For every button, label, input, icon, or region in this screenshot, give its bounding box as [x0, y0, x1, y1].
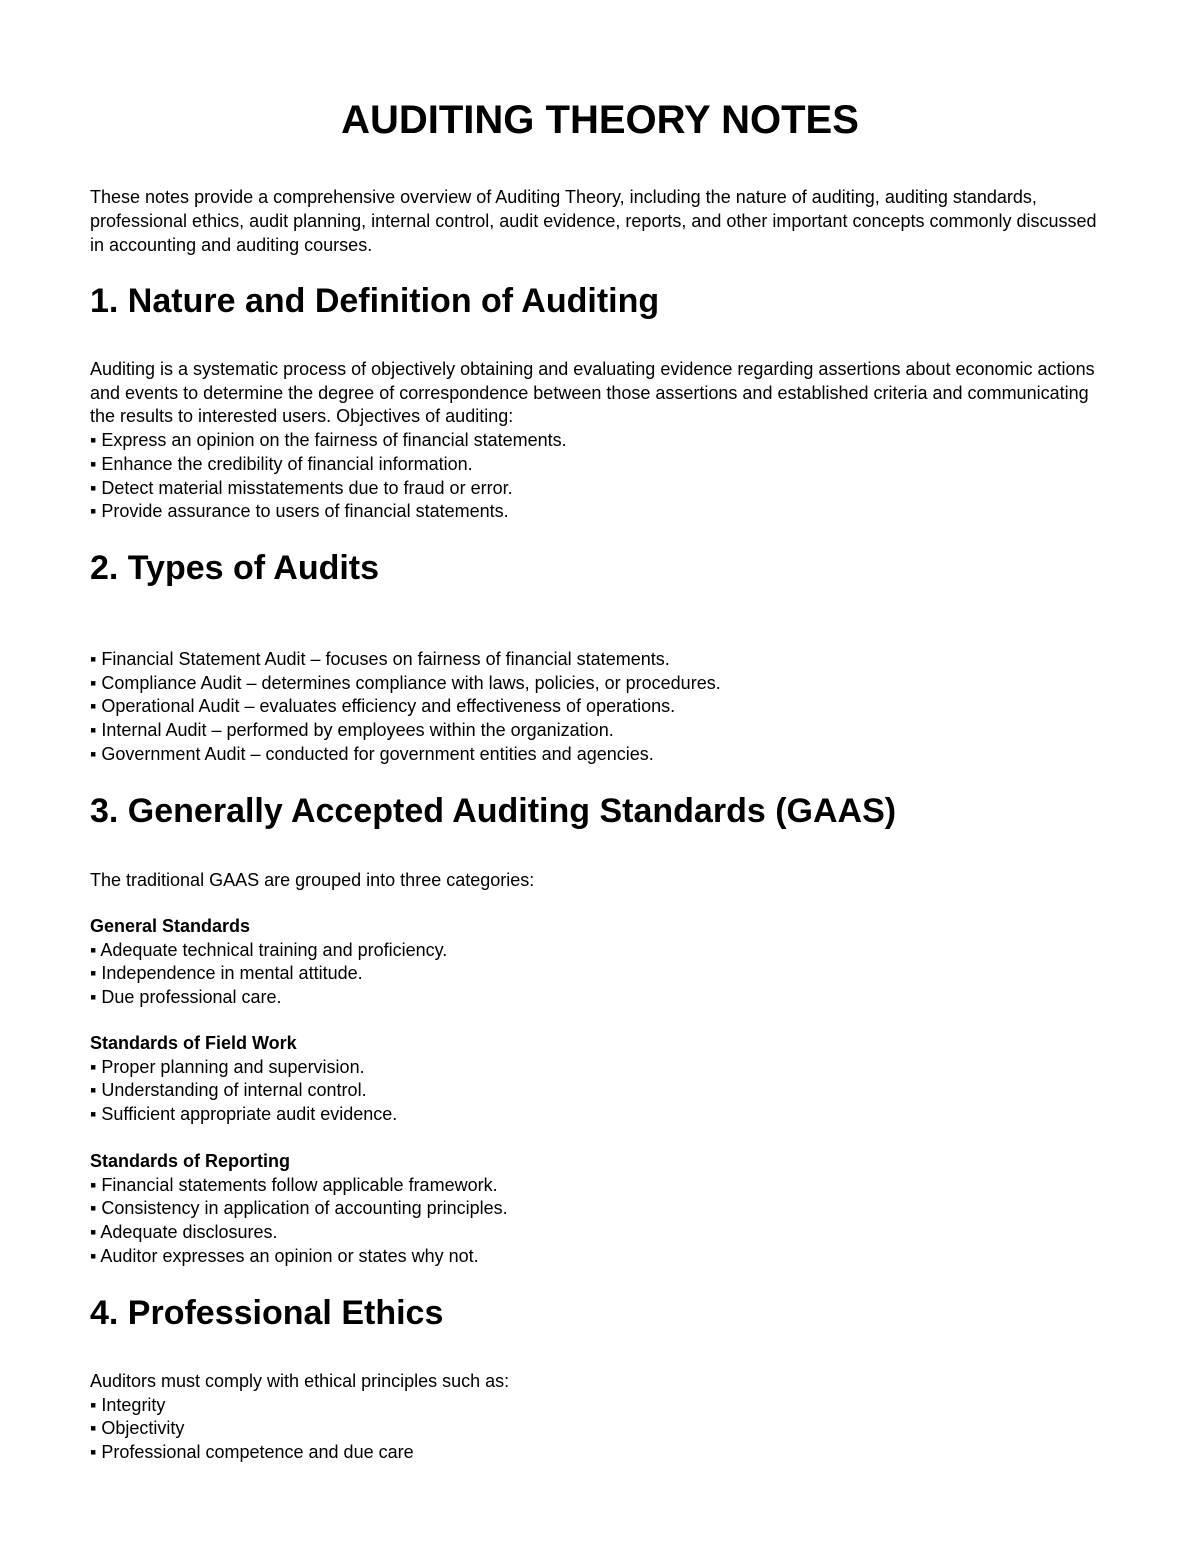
bullet-icon: ▪	[90, 1056, 97, 1077]
bullet-icon: ▪	[90, 1104, 97, 1125]
list-item: ▪ Due professional care.	[90, 987, 282, 1008]
intro-paragraph: These notes provide a comprehensive overview of Auditing Theory, including the nature of auditing, auditing standards, professional ethics, audit planning, internal control, audit evidence, reports, and other important concepts commonly discussed in accounting and auditing courses.	[90, 187, 1097, 255]
list-item: ▪ Financial Statement Audit – focuses on fairness of financial statements.	[90, 649, 670, 669]
section-3-paragraph: The traditional GAAS are grouped into three categories:	[90, 870, 535, 890]
reporting-list	[90, 1174, 1110, 1269]
bullet-icon: ▪	[90, 963, 97, 984]
list-item: ▪ Objectivity	[90, 1418, 185, 1439]
field-work-subheading: Standards of Field Work	[90, 1033, 297, 1053]
list-item: ▪ Detect material misstatements due to fraud or error.	[90, 477, 513, 498]
general-standards-list	[90, 939, 1110, 1010]
list-item: ▪ Integrity	[90, 1394, 166, 1415]
field-work-standards-group	[90, 1032, 1110, 1127]
list-item: ▪ Provide assurance to users of financial statements.	[90, 501, 509, 522]
section-1-heading: 1. Nature and Definition of Auditing	[90, 282, 660, 320]
section-2-list	[90, 648, 1110, 767]
bullet-icon: ▪	[90, 1442, 97, 1463]
list-item: ▪ Express an opinion on the fairness of financial statements.	[90, 430, 567, 451]
list-item: ▪ Enhance the credibility of financial information.	[90, 453, 473, 474]
bullet-icon: ▪	[90, 1418, 97, 1439]
section-4-paragraph: Auditors must comply with ethical principles such as:	[90, 1371, 510, 1391]
bullet-icon: ▪	[90, 501, 97, 522]
section-4-list	[90, 1394, 1110, 1465]
reporting-subheading: Standards of Reporting	[90, 1151, 291, 1171]
section-4-heading: 4. Professional Ethics	[90, 1294, 444, 1332]
bullet-icon: ▪	[90, 987, 97, 1008]
list-item: ▪ Operational Audit – evaluates efficiency and effectiveness of operations.	[90, 696, 676, 717]
list-item: ▪ Adequate technical training and proficiency.	[90, 939, 448, 960]
section-1-paragraph: Auditing is a systematic process of objectively obtaining and evaluating evidence regarding assertions about economic actions and events to determine the degree of correspondence between those assertions and established criteria and communicating the results to interested users. Objectives of auditing:	[90, 359, 1095, 427]
document-title: AUDITING THEORY NOTES	[341, 98, 859, 142]
section-1-list	[90, 429, 1110, 524]
bullet-icon: ▪	[90, 1222, 97, 1243]
bullet-icon: ▪	[90, 696, 97, 717]
list-item: ▪ Adequate disclosures.	[90, 1222, 278, 1243]
list-item: ▪ Government Audit – conducted for government entities and agencies.	[90, 743, 654, 764]
general-standards-group	[90, 915, 1110, 1010]
bullet-icon: ▪	[90, 1080, 97, 1101]
section-2-heading: 2. Types of Audits	[90, 549, 380, 587]
list-item: ▪ Understanding of internal control.	[90, 1080, 367, 1101]
bullet-icon: ▪	[90, 1198, 97, 1219]
bullet-icon: ▪	[90, 939, 97, 960]
list-item: ▪ Compliance Audit – determines compliance with laws, policies, or procedures.	[90, 672, 721, 693]
section-2-body	[90, 648, 1110, 767]
field-work-list	[90, 1056, 1110, 1127]
list-item: ▪ Consistency in application of accounting principles.	[90, 1198, 508, 1219]
list-item: ▪ Proper planning and supervision.	[90, 1056, 365, 1077]
section-3-heading: 3. Generally Accepted Auditing Standards (GAAS)	[90, 792, 897, 830]
bullet-icon: ▪	[90, 1394, 97, 1415]
list-item: ▪ Financial statements follow applicable framework.	[90, 1174, 498, 1195]
bullet-icon: ▪	[90, 477, 97, 498]
bullet-icon: ▪	[90, 430, 97, 451]
list-item: ▪ Auditor expresses an opinion or states why not.	[90, 1245, 479, 1266]
section-3-intro	[90, 869, 1110, 893]
bullet-icon: ▪	[90, 720, 97, 741]
section-1-body	[90, 358, 1110, 524]
list-item: ▪ Professional competence and due care	[90, 1442, 414, 1463]
bullet-icon: ▪	[90, 1245, 97, 1266]
list-item: ▪ Independence in mental attitude.	[90, 963, 363, 984]
section-4-body	[90, 1370, 1110, 1465]
bullet-icon: ▪	[90, 453, 97, 474]
list-item: ▪ Sufficient appropriate audit evidence.	[90, 1104, 398, 1125]
list-item: ▪ Internal Audit – performed by employees within the organization.	[90, 720, 614, 741]
bullet-icon: ▪	[90, 672, 97, 693]
general-standards-subheading: General Standards	[90, 916, 251, 936]
reporting-standards-group	[90, 1150, 1110, 1269]
bullet-icon: ▪	[90, 1174, 97, 1195]
bullet-icon: ▪	[90, 743, 97, 764]
bullet-icon: ▪	[90, 649, 97, 669]
